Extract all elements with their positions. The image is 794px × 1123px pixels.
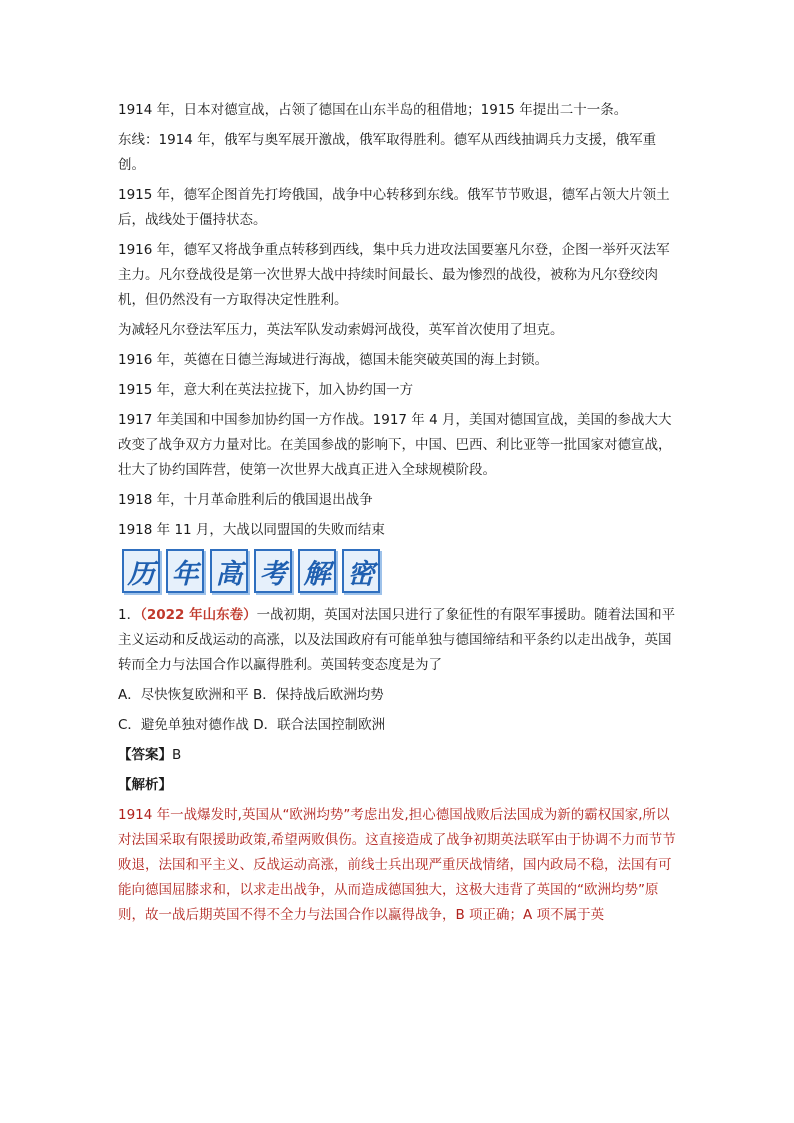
paragraph-verdun: 1916 年，德军又将战争重点转移到西线，集中兵力进攻法国要塞凡尔登，企图一举歼灭法军主力。凡尔登战役是第一次世界大战中持续时间最长、最为惨烈的战役，被称为凡尔登绞肉机，但仍然没有一方取得决定性胜利。 bbox=[118, 242, 670, 308]
paragraph-japan: 1914 年，日本对德宣战，占领了德国在山东半岛的租借地；1915 年提出二十一条。 bbox=[118, 102, 628, 118]
banner-char: 解 bbox=[298, 549, 336, 593]
banner-char: 历 bbox=[122, 549, 160, 593]
question-options-cd: C．避免单独对德作战 D．联合法国控制欧洲 bbox=[118, 717, 386, 733]
banner-char: 高 bbox=[210, 549, 248, 593]
analysis-text: 1914 年一战爆发时,英国从“欧洲均势”考虑出发,担心德国战败后法国成为新的霸权国家,所以对法国采取有限援助政策,希望两败俱伤。这直接造成了战争初期英法联军由于协调不力而节节败退，法国和平主义、反战运动高涨，前线士兵出现严重厌战情绪，国内政局不稳，法国有可能向德国屈膝求和，以求走出战争，从而造成德国独大，这极大违背了英国的“欧洲均势”原则，故一战后期英国不得不全力与法国合作以赢得战争，B 项正确；A 项不属于英 bbox=[118, 807, 676, 923]
paragraph-eastern-front-1914: 东线：1914 年，俄军与奥军展开激战，俄军取得胜利。德军从西线抽调兵力支援，俄军重创。 bbox=[118, 132, 657, 173]
paragraph-somme: 为减轻凡尔登法军压力，英法军队发动索姆河战役，英军首次使用了坦克。 bbox=[118, 322, 564, 338]
banner-char: 密 bbox=[342, 549, 380, 593]
paragraph-1915-eastern: 1915 年，德军企图首先打垮俄国，战争中心转移到东线。俄军节节败退，德军占领大片领土后，战线处于僵持状态。 bbox=[118, 187, 670, 228]
paragraph-italy: 1915 年，意大利在英法拉拢下，加入协约国一方 bbox=[118, 382, 414, 398]
question-number: 1． bbox=[118, 607, 141, 623]
answer-label: 【答案】 bbox=[118, 747, 172, 763]
paragraph-jutland: 1916 年，英德在日德兰海域进行海战，德国未能突破英国的海上封锁。 bbox=[118, 352, 549, 368]
analysis-label: 【解析】 bbox=[118, 777, 172, 793]
question-options-ab: A．尽快恢复欧洲和平 B．保持战后欧洲均势 bbox=[118, 687, 384, 703]
paragraph-russia-exit: 1918 年，十月革命胜利后的俄国退出战争 bbox=[118, 492, 373, 508]
paragraph-1917-usa-china: 1917 年美国和中国参加协约国一方作战。1917 年 4 月，美国对德国宣战，美国的参战大大改变了战争双方力量对比。在美国参战的影响下，中国、巴西、利比亚等一批国家对德宣战，壮大了协约国阵营，使第一次世界大战真正进入全球规模阶段。 bbox=[118, 412, 672, 478]
document-page bbox=[118, 98, 680, 933]
question-stem bbox=[118, 603, 680, 678]
banner-char: 年 bbox=[166, 549, 204, 593]
past-exam-banner bbox=[122, 549, 380, 593]
answer-line bbox=[118, 743, 680, 768]
paragraph-war-end: 1918 年 11 月，大战以同盟国的失败而结束 bbox=[118, 522, 385, 538]
question-text: 一战初期，英国对法国只进行了象征性的有限军事援助。随着法国和平主义运动和反战运动的高涨，以及法国政府有可能单独与德国缔结和平条约以走出战争，英国转而全力与法国合作以赢得胜利。英国转变态度是为了 bbox=[118, 607, 676, 673]
answer-value: B bbox=[172, 747, 182, 763]
banner-char: 考 bbox=[254, 549, 292, 593]
question-source: （2022 年山东卷） bbox=[140, 607, 257, 623]
